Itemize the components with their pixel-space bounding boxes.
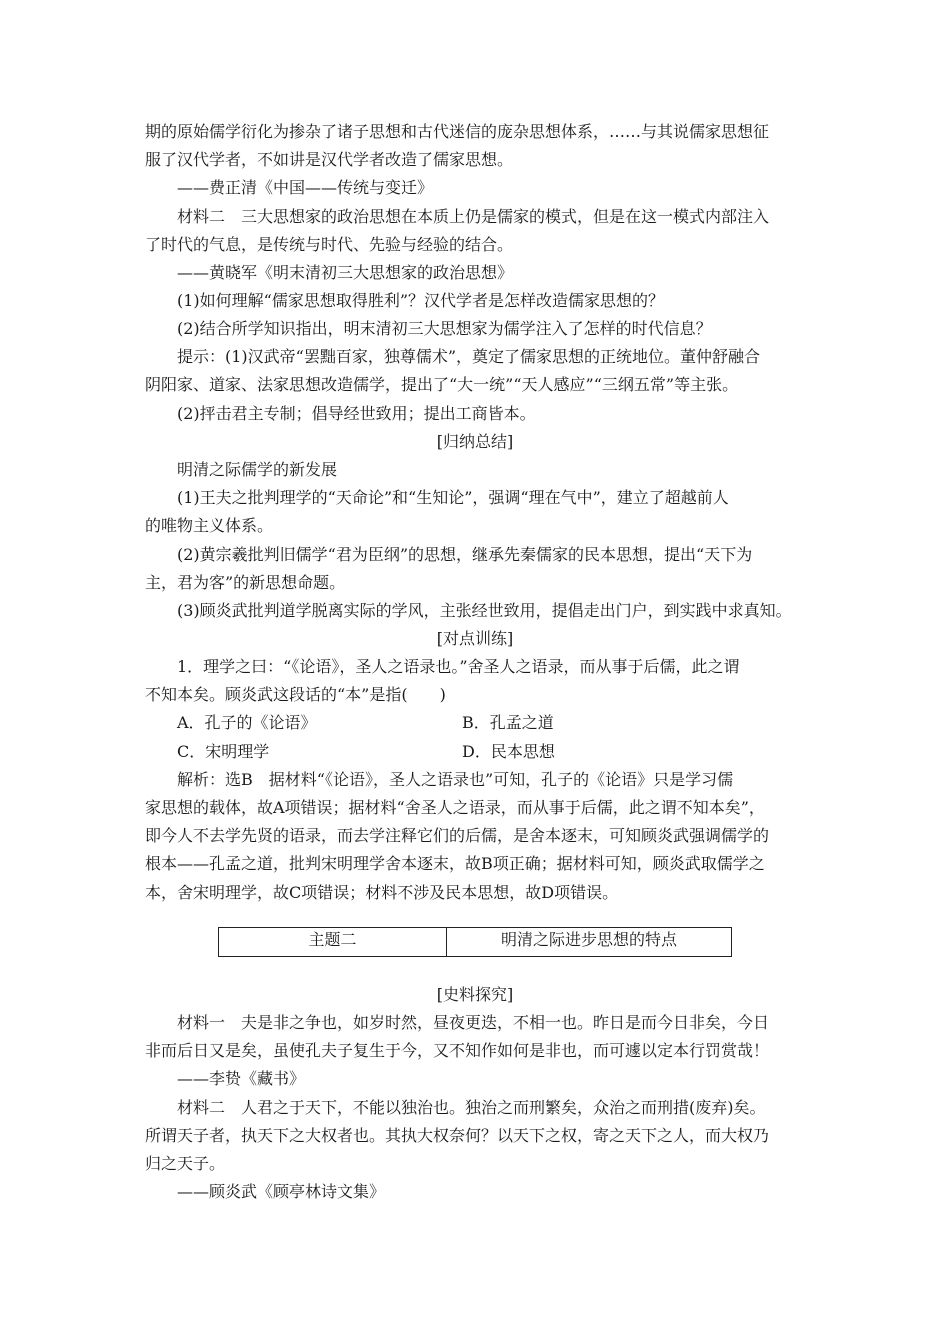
analysis-line: 本，舍宋明理学，故C项错误；材料不涉及民本思想，故D项错误。 (145, 883, 619, 902)
summary-item: (1)王夫之批判理学的“天命论”和“生知论”，强调“理在气中”，建立了超越前人 (177, 488, 729, 507)
paragraph-line: 了时代的气息，是传统与时代、先验与经验的结合。 (145, 235, 514, 254)
option-c: C．宋明理学 (177, 742, 270, 761)
citation: ——李贽《藏书》 (177, 1069, 306, 1088)
summary-item: 的唯物主义体系。 (145, 516, 274, 535)
question-stem: 不知本矣。顾炎武这段话的“本”是指( ) (145, 685, 446, 704)
citation: ——费正清《中国——传统与变迁》 (177, 178, 434, 197)
hint-line: (2)抨击君主专制；倡导经世致用；提出工商皆本。 (177, 404, 536, 423)
material-two: 材料二 人君之于天下，不能以独治也。独治之而刑繁矣，众治之而刑措(废弃)矣。 (177, 1098, 766, 1117)
paragraph-line: 服了汉代学者，不如讲是汉代学者改造了儒家思想。 (145, 150, 514, 169)
paragraph-line: 所谓天子者，执天下之大权者也。其执大权奈何？以天下之权，寄之天下之人，而大权乃 (145, 1126, 770, 1145)
hint-line: 阴阳家、道家、法家思想改造儒学，提出了“大一统”“天人感应”“三纲五常”等主张。 (145, 375, 739, 394)
section-heading-training: [对点训练] (436, 629, 514, 648)
section-heading-inquiry: [史料探究] (436, 985, 514, 1004)
question-stem: 1．理学之曰：“《论语》，圣人之语录也。”舍圣人之语录，而从事于后儒，此之谓 (177, 657, 740, 676)
theme-two-table (218, 927, 732, 957)
paragraph-line: 非而后日又是矣，虽使孔夫子复生于今，又不知作如何是非也，而可遽以定本行罚赏哉！ (145, 1041, 770, 1060)
hint-line: 提示：(1)汉武帝“罢黜百家，独尊儒术”，奠定了儒家思想的正统地位。董仲舒融合 (177, 347, 761, 366)
option-a: A．孔子的《论语》 (177, 713, 317, 732)
material-two: 材料二 三大思想家的政治思想在本质上仍是儒家的模式，但是在这一模式内部注入 (177, 207, 770, 226)
material-one: 材料一 夫是非之争也，如岁时然，昼夜更迭，不相一也。昨日是而今日非矣，今日 (177, 1013, 770, 1032)
paragraph-line: 归之天子。 (145, 1154, 226, 1173)
option-d: D．民本思想 (462, 742, 555, 761)
analysis-line: 解析：选B 据材料“《论语》，圣人之语录也”可知，孔子的《论语》只是学习儒 (177, 770, 734, 789)
citation: ——黄晓军《明末清初三大思想家的政治思想》 (177, 263, 514, 282)
summary-item: (3)顾炎武批判道学脱离实际的学风，主张经世致用，提倡走出门户，到实践中求真知。 (177, 601, 792, 620)
question-1: (1)如何理解“儒家思想取得胜利”？汉代学者是怎样改造儒家思想的？ (177, 291, 665, 310)
analysis-line: 即今人不去学先贤的语录，而去学注释它们的后儒，是舍本逐末，可知顾炎武强调儒学的 (145, 826, 770, 845)
option-b: B．孔孟之道 (462, 713, 554, 732)
analysis-line: 根本——孔孟之道，批判宋明理学舍本逐末，故B项正确；据材料可知，顾炎武取儒学之 (145, 854, 765, 873)
theme-label: 主题二 (219, 928, 447, 956)
analysis-line: 家思想的载体，故A项错误；据材料“舍圣人之语录，而从事于后儒，此之谓不知本矣”， (145, 798, 765, 817)
paragraph-line: 期的原始儒学衍化为掺杂了诸子思想和古代迷信的庞杂思想体系，……与其说儒家思想征 (145, 122, 770, 141)
summary-item: (2)黄宗羲批判旧儒学“君为臣纲”的思想，继承先秦儒家的民本思想，提出“天下为 (177, 545, 753, 564)
section-heading-summary: [归纳总结] (436, 432, 514, 451)
summary-item: 主，君为客”的新思想命题。 (145, 573, 346, 592)
question-2: (2)结合所学知识指出，明末清初三大思想家为儒学注入了怎样的时代信息？ (177, 319, 712, 338)
citation: ——顾炎武《顾亭林诗文集》 (177, 1182, 386, 1201)
summary-title: 明清之际儒学的新发展 (177, 460, 338, 479)
theme-title: 明清之际进步思想的特点 (500, 930, 677, 949)
